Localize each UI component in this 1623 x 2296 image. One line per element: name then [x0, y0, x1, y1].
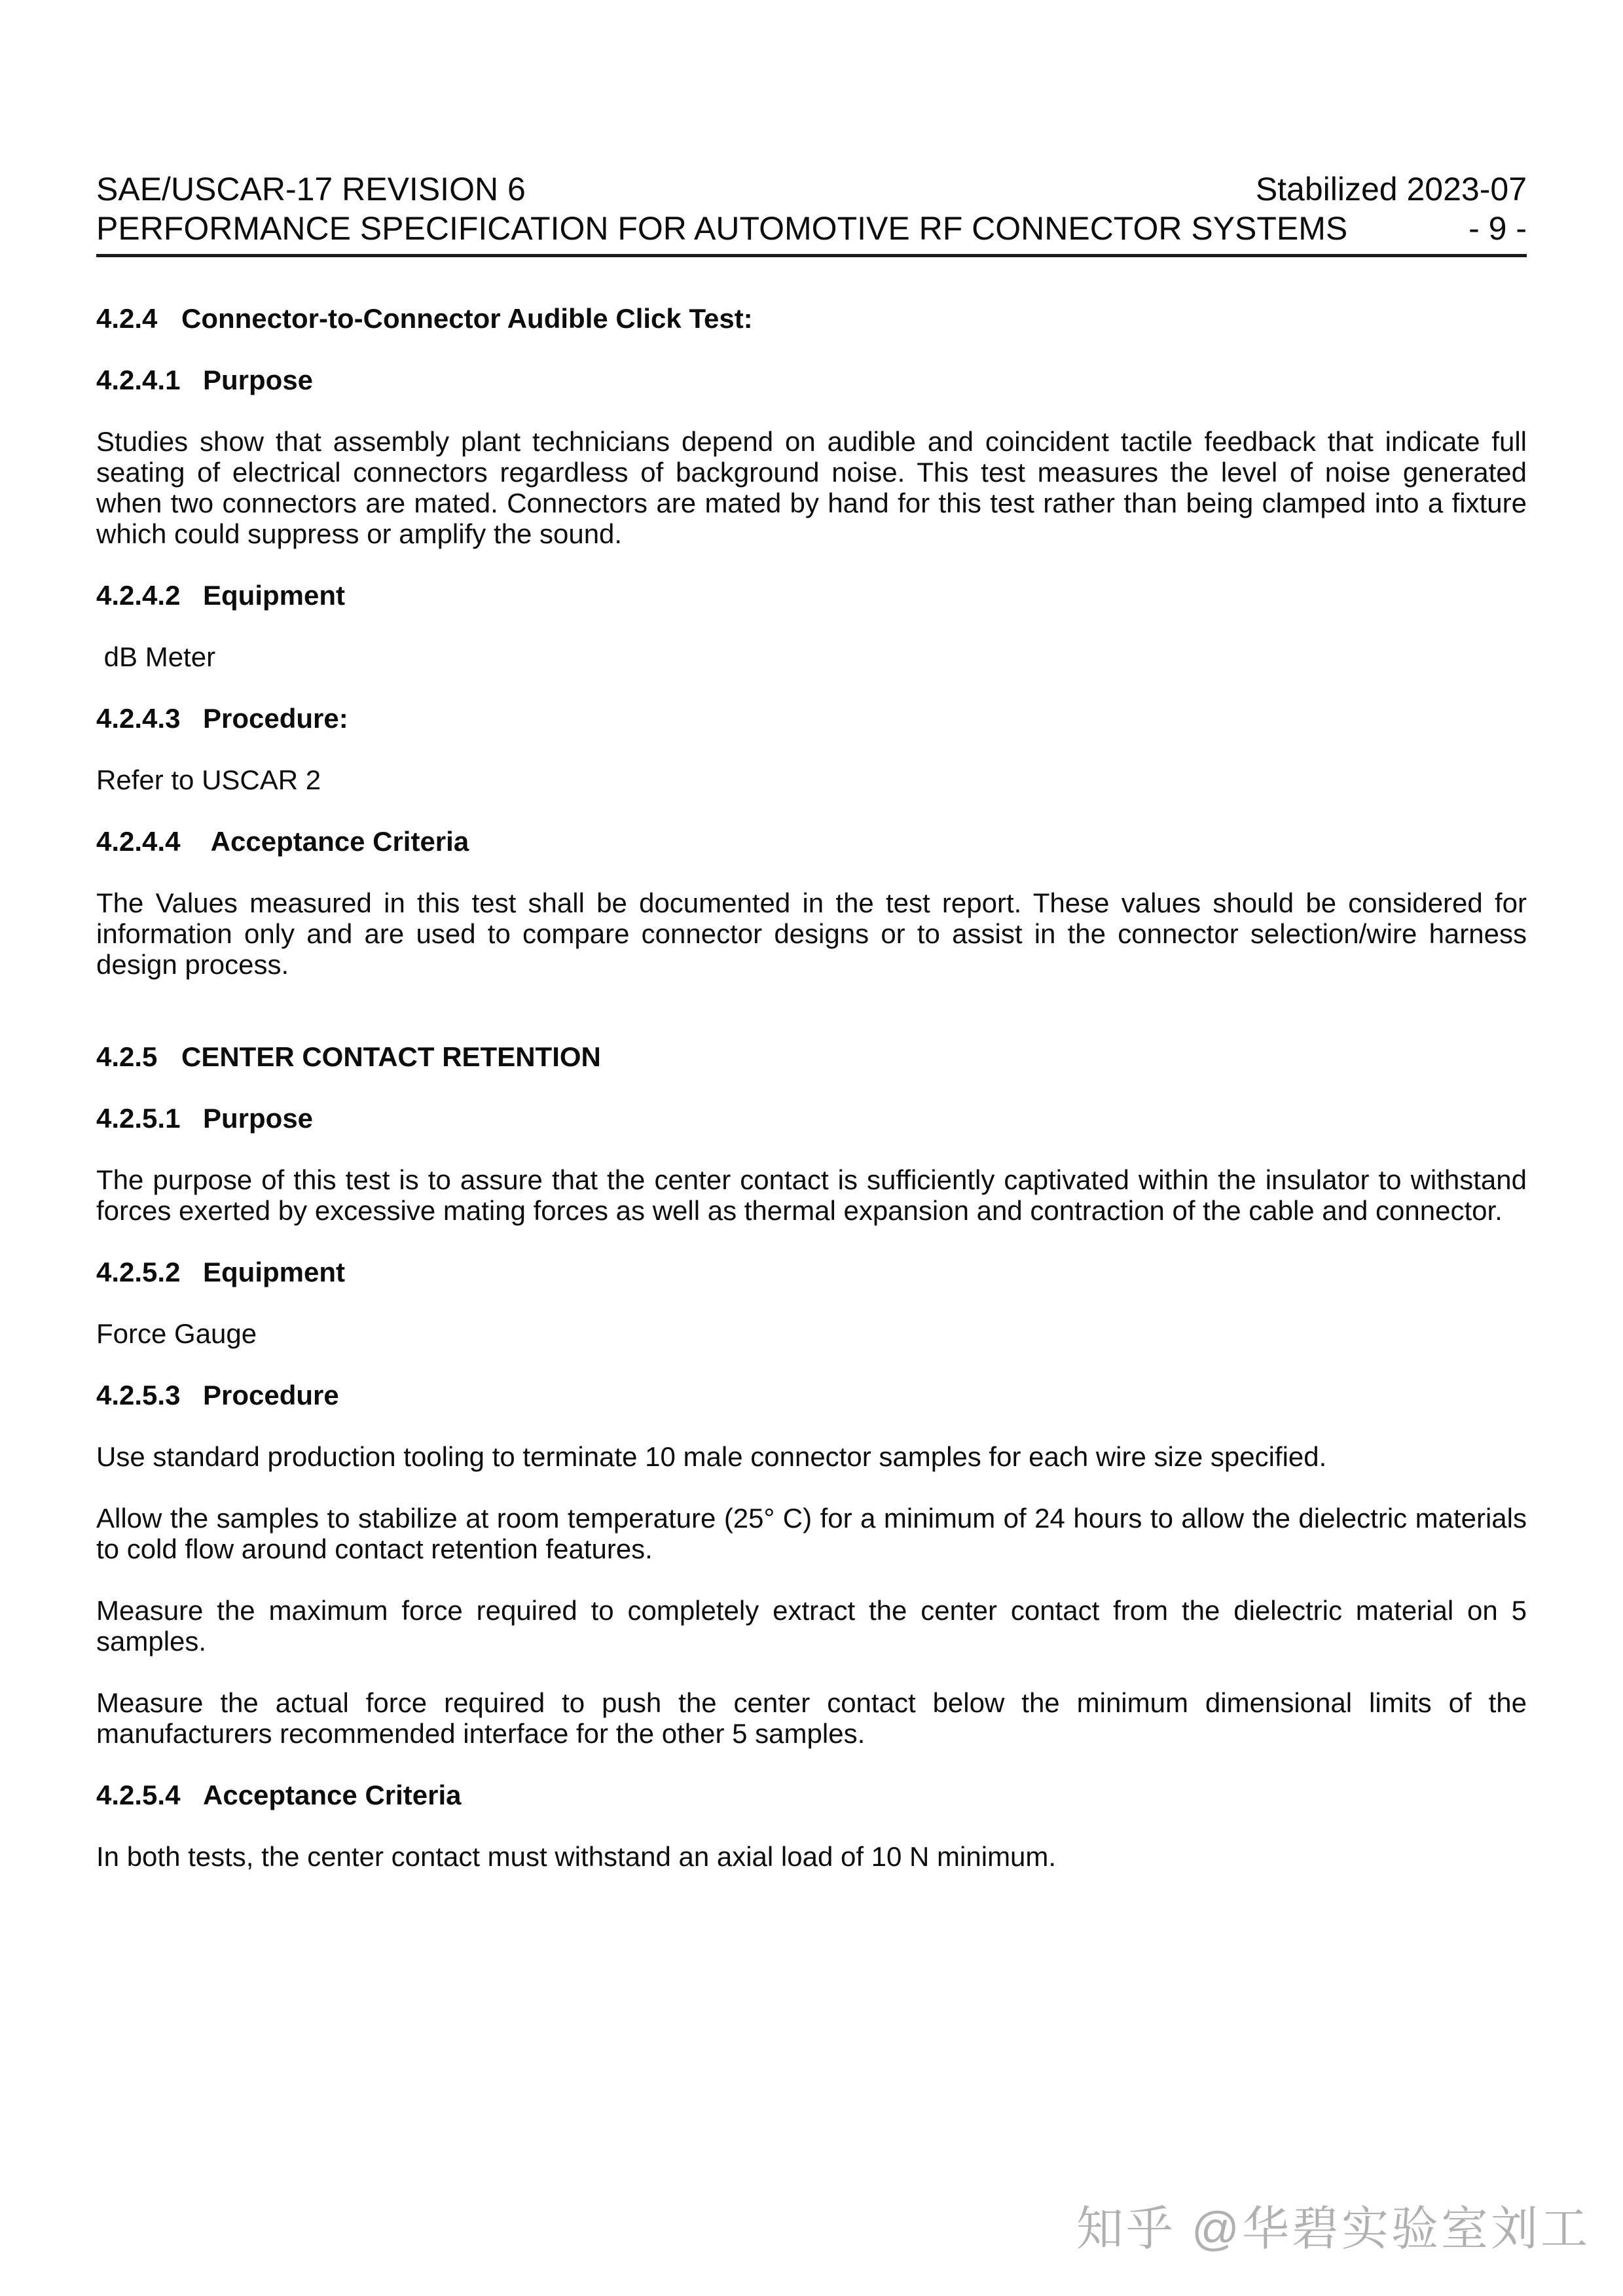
body-paragraph: The purpose of this test is to assure that the center contact is sufficiently captivated within the insulator to withstand forces exerted by excessive mating forces as well as thermal expansion and contraction of the cable and connector.	[96, 1164, 1527, 1226]
section-number: 4.2.4	[96, 303, 158, 334]
body-paragraph: Measure the maximum force required to completely extract the center contact from the dielectric material on 5 samples.	[96, 1595, 1527, 1657]
body-paragraph: Refer to USCAR 2	[96, 764, 321, 795]
section-title: CENTER CONTACT RETENTION	[181, 1041, 601, 1072]
section-heading	[96, 303, 1527, 334]
page-content	[96, 170, 1527, 1903]
header-row-2	[96, 209, 1527, 248]
section-title: Equipment	[203, 580, 345, 611]
body-paragraph: Force Gauge	[96, 1318, 257, 1349]
section-title: Procedure	[203, 1380, 339, 1410]
section-heading	[96, 826, 1527, 857]
section-heading	[96, 1257, 1527, 1287]
section-number: 4.2.5	[96, 1041, 158, 1072]
body-paragraph: Measure the actual force required to push the center contact below the minimum dimensional limits of the manufacturers recommended interface for the other 5 samples.	[96, 1687, 1527, 1749]
section-number: 4.2.4.1	[96, 365, 181, 395]
body-paragraph: dB Meter	[96, 641, 216, 672]
body-paragraph: Use standard production tooling to terminate 10 male connector samples for each wire size specified.	[96, 1441, 1327, 1472]
section-number: 4.2.4.2	[96, 580, 181, 611]
watermark: 知乎 @华碧实验室刘工	[1076, 2203, 1590, 2255]
section-heading	[96, 365, 1527, 395]
section-title: Acceptance Criteria	[203, 1780, 462, 1810]
body-paragraph: Studies show that assembly plant technicians depend on audible and coincident tactile feedback that indicate full seating of electrical connectors regardless of background noise. This test measures the level of noise generated when two connectors are mated. Connectors are mated by hand for this test rather than being clamped into a fixture which could suppress or amplify the sound.	[96, 426, 1527, 549]
page-header	[96, 170, 1527, 257]
section-number: 4.2.4.4	[96, 826, 181, 857]
section-title: Equipment	[203, 1257, 345, 1287]
page-number: - 9 -	[1468, 210, 1527, 247]
document-id: SAE/USCAR-17 REVISION 6	[96, 171, 526, 207]
body-paragraph: In both tests, the center contact must withstand an axial load of 10 N minimum.	[96, 1841, 1057, 1872]
revision-status: Stabilized 2023-07	[1255, 171, 1527, 207]
blank-line	[96, 1011, 1527, 1041]
section-heading	[96, 1041, 1527, 1072]
section-title: Procedure:	[203, 703, 348, 734]
section-heading	[96, 1380, 1527, 1410]
section-heading	[96, 1103, 1527, 1134]
body-paragraph: The Values measured in this test shall be documented in the test report. These values should be considered for information only and are used to compare connector designs or to assist in the connector selection/wire harness design process.	[96, 888, 1527, 980]
section-number: 4.2.4.3	[96, 703, 181, 734]
section-number: 4.2.5.2	[96, 1257, 181, 1287]
document-title: PERFORMANCE SPECIFICATION FOR AUTOMOTIVE RF CONNECTOR SYSTEMS	[96, 210, 1348, 247]
section-title: Connector-to-Connector Audible Click Test:	[181, 303, 753, 334]
body-paragraph: Allow the samples to stabilize at room temperature (25° C) for a minimum of 24 hours to allow the dielectric materials to cold flow around contact retention features.	[96, 1503, 1527, 1564]
section-number: 4.2.5.3	[96, 1380, 181, 1410]
section-heading	[96, 1780, 1527, 1810]
section-title: Acceptance Criteria	[203, 826, 469, 857]
document-body	[96, 303, 1527, 1872]
section-heading	[96, 703, 1527, 734]
section-heading	[96, 580, 1527, 611]
section-number: 4.2.5.4	[96, 1780, 181, 1810]
section-title: Purpose	[203, 1103, 314, 1134]
header-row-1	[96, 170, 1527, 209]
section-number: 4.2.5.1	[96, 1103, 181, 1134]
section-title: Purpose	[203, 365, 314, 395]
